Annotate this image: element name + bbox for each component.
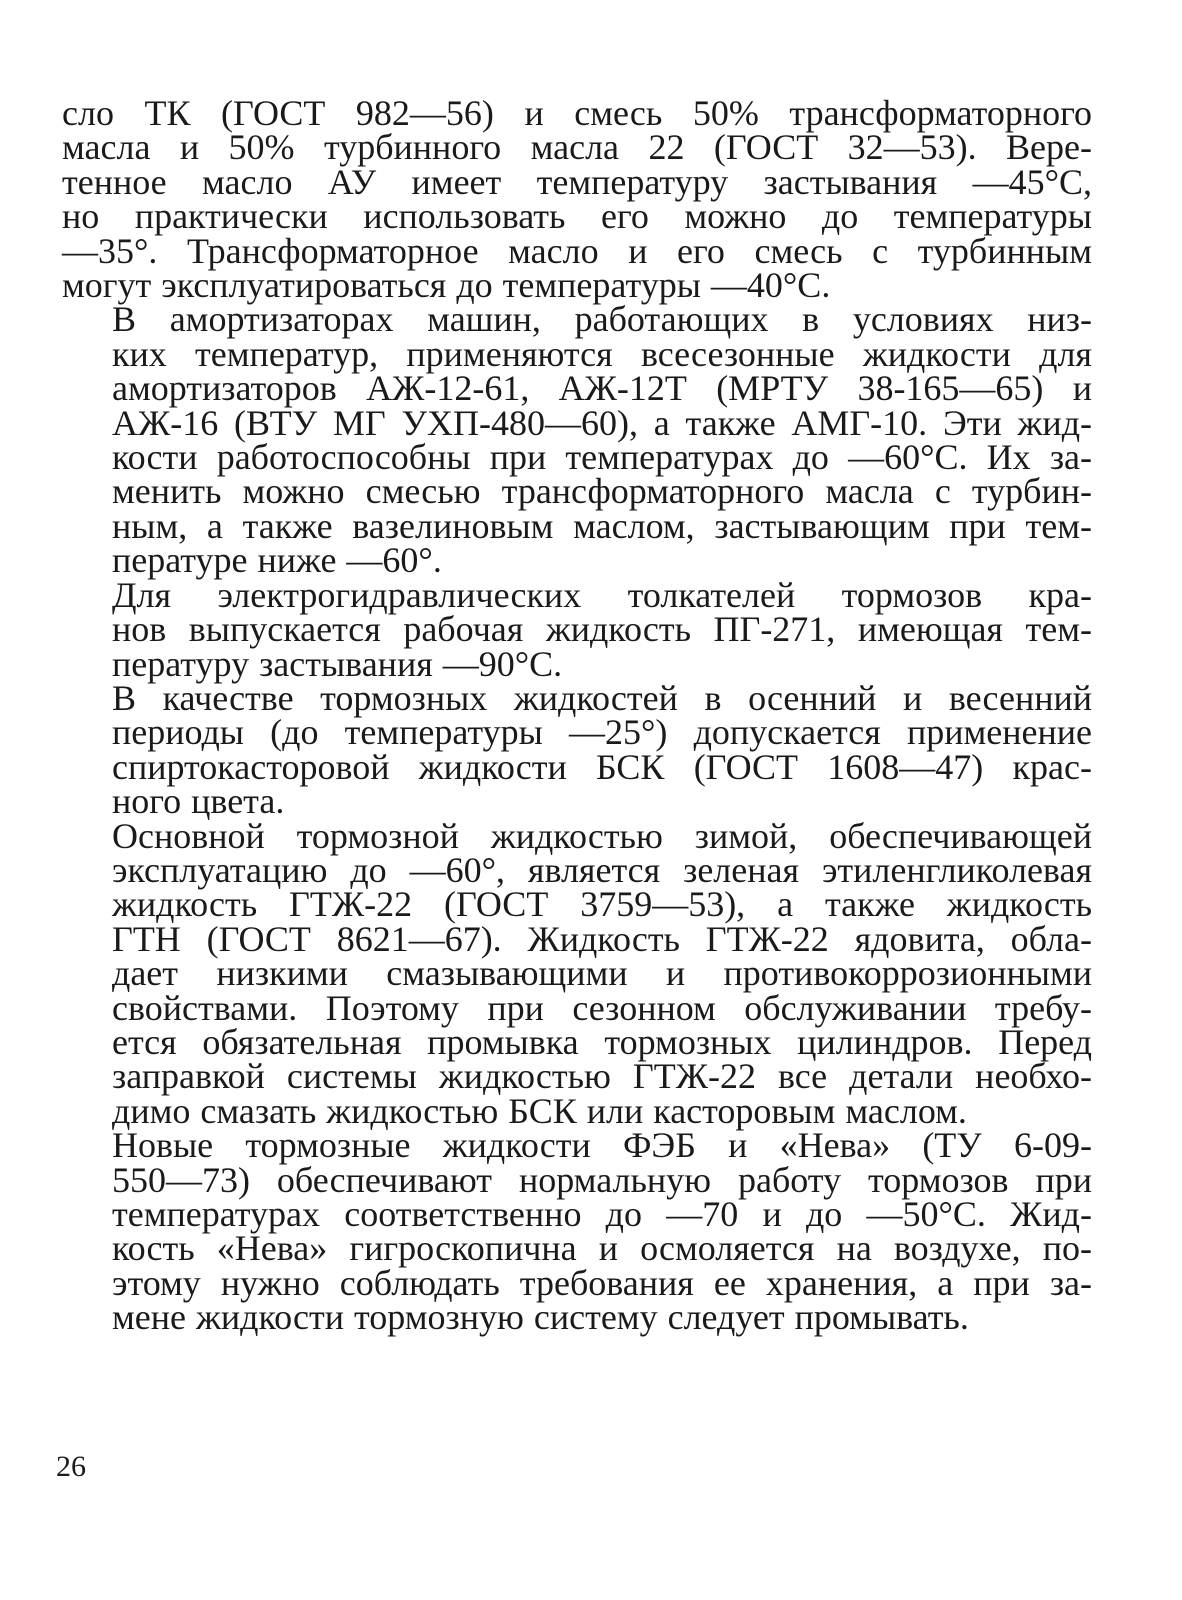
text-line: пературе ниже —60°.: [112, 540, 442, 581]
text-line: ких температур, применяются всесезонные жидкости для: [112, 333, 1092, 374]
text-line: ным, а также вазелиновым маслом, застывающим при тем-: [112, 505, 1092, 546]
text-line: В амортизаторах машин, работающих в условиях низ-: [112, 299, 1092, 340]
text-line: Основной тормозной жидкостью зимой, обеспечивающей: [112, 815, 1092, 856]
text-line: сло ТК (ГОСТ 982—56) и смесь 50% трансформаторного: [62, 93, 1092, 133]
text-line: Новые тормозные жидкости ФЭБ и «Нева» (ТУ 6-09-: [112, 1125, 1092, 1166]
paragraph: [62, 299, 1092, 581]
text-line: Для электрогидравлических толкателей тормозов кра-: [112, 574, 1092, 615]
text-line: пературу застывания —90°С.: [112, 643, 563, 684]
text-line: заправкой системы жидкостью ГТЖ-22 все детали необхо-: [112, 1056, 1092, 1097]
text-line: АЖ-16 (ВТУ МГ УХП-480—60), а также АМГ-10. Эти жид-: [112, 402, 1092, 443]
text-line: димо смазать жидкостью БСК или касторовым маслом.: [112, 1090, 967, 1131]
text-line: могут эксплуатироваться до температуры —40°С.: [62, 265, 831, 306]
text-line: жидкость ГТЖ-22 (ГОСТ 3759—53), а также жидкость: [112, 884, 1092, 925]
text-line: менить можно смесью трансформаторного масла с турбин-: [112, 471, 1092, 512]
text-line: ГТН (ГОСТ 8621—67). Жидкость ГТЖ-22 ядовита, обла-: [112, 918, 1092, 959]
page-body: [62, 93, 1092, 1586]
text-line: кость «Нева» гигроскопична и осмоляется на воздухе, по-: [112, 1228, 1092, 1269]
text-line: ется обязательная промывка тормозных цилиндров. Перед: [112, 1021, 1092, 1062]
paragraph: [62, 1125, 1092, 1338]
text-line: температурах соответственно до —70 и до —50°С. Жид-: [112, 1194, 1092, 1234]
text-line: 550—73) обеспечивают нормальную работу тормозов при: [112, 1159, 1092, 1200]
text-line: тенное масло АУ имеет температуру застывания —45°С,: [62, 161, 1092, 202]
paragraph: [62, 93, 1092, 306]
text-line: В качестве тормозных жидкостей в осенний и весенний: [112, 677, 1092, 718]
text-line: амортизаторов АЖ-12-61, АЖ-12Т (МРТУ 38-165—65) и: [112, 368, 1092, 409]
paragraph: [62, 574, 1092, 684]
text-line: —35°. Трансформаторное масло и его смесь с турбинным: [62, 230, 1092, 271]
paragraph: [62, 815, 1092, 1131]
page-number: 26: [56, 1450, 86, 1483]
text-line: ного цвета.: [112, 781, 285, 822]
text-line: нов выпускается рабочая жидкость ПГ-271, имеющая тем-: [112, 609, 1092, 650]
text-line: кости работоспособны при температурах до —60°С. Их за-: [112, 437, 1092, 478]
paragraph: [62, 677, 1092, 822]
text-line: периоды (до температуры —25°) допускается применение: [112, 712, 1092, 753]
text-line: свойствами. Поэтому при сезонном обслуживании требу-: [112, 987, 1092, 1028]
text-line: но практически использовать его можно до температуры: [62, 196, 1092, 237]
text-line: дает низкими смазывающими и противокоррозионными: [112, 953, 1092, 994]
text-line: мене жидкости тормозную систему следует промывать.: [112, 1297, 969, 1338]
text-line: эксплуатацию до —60°, является зеленая этиленгликолевая: [112, 849, 1092, 890]
text-line: масла и 50% турбинного масла 22 (ГОСТ 32—53). Вере-: [62, 127, 1092, 168]
text-line: спиртокасторовой жидкости БСК (ГОСТ 1608—47) крас-: [112, 746, 1092, 787]
text-line: этому нужно соблюдать требования ее хранения, а при за-: [112, 1262, 1092, 1303]
